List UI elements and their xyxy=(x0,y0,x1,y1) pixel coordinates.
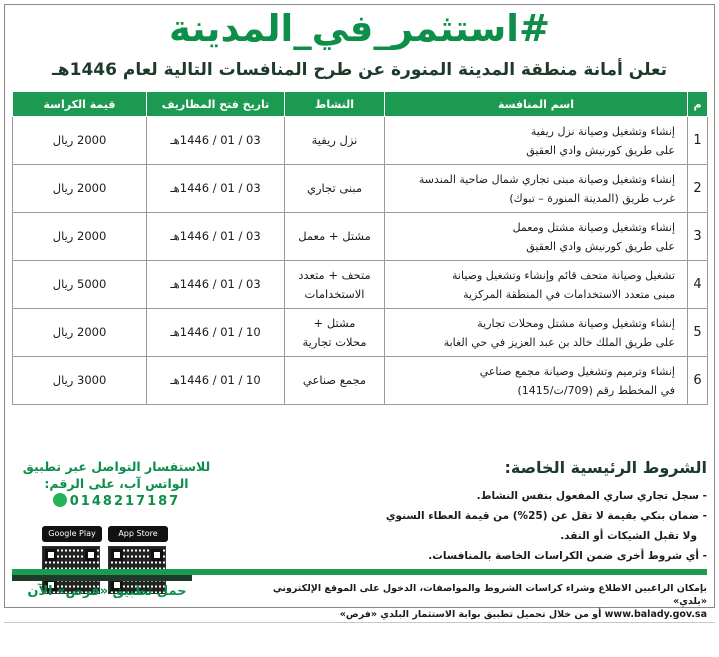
row-name: إنشاء وترميم وتشغيل وصيانة مجمع صناعي في المخطط رقم (709/ت/1415) xyxy=(385,357,688,405)
table-row xyxy=(13,357,708,405)
row-num: 5 xyxy=(688,309,708,357)
row-price: 2000 ريال xyxy=(13,117,147,165)
row-num: 2 xyxy=(688,165,708,213)
row-name: إنشاء وتشغيل وصيانة نزل ريفية على طريق كورنيش وادي العقيق xyxy=(385,117,688,165)
row-date: 03 / 01 / 1446هـ xyxy=(147,261,285,309)
row-num: 3 xyxy=(688,213,708,261)
list-item: - أي شروط أخرى ضمن الكراسات الخاصة بالمنافسات. xyxy=(428,550,707,562)
row-activity: نزل ريفية xyxy=(285,117,385,165)
table-header-row xyxy=(13,92,708,117)
row-activity: متحف + متعدد الاستخدامات xyxy=(285,261,385,309)
contact-line-1: للاستفسار التواصل عبر تطبيق xyxy=(22,459,211,474)
header-num: م xyxy=(688,92,708,117)
competitions-table xyxy=(12,91,708,405)
row-price: 5000 ريال xyxy=(13,261,147,309)
table-row xyxy=(13,309,708,357)
row-activity: مبنى تجاري xyxy=(285,165,385,213)
footer-line-2: www.balady.gov.sa أو من خلال تحميل تطبيق بوابة الاستثمار البلدي «فرص» xyxy=(339,609,707,620)
table-row xyxy=(13,261,708,309)
hashtag-title: #استثمر_في_المدينة xyxy=(169,7,550,50)
row-activity: مجمع صناعي xyxy=(285,357,385,405)
row-name: إنشاء وتشغيل وصيانة مشتل ومعمل على طريق كورنيش وادي العقيق xyxy=(385,213,688,261)
row-date: 10 / 01 / 1446هـ xyxy=(147,309,285,357)
terms-list xyxy=(277,486,707,566)
list-item: - ضمان بنكي بقيمة لا تقل عن (25%) من قيمة العطاء السنوي xyxy=(385,510,707,522)
terms-title: الشروط الرئيسية الخاصة: xyxy=(504,458,707,477)
footer-text xyxy=(237,582,707,621)
row-price: 2000 ريال xyxy=(13,213,147,261)
app-store-badge[interactable]: App Store xyxy=(108,526,168,542)
divider-bar-accent xyxy=(12,575,192,581)
table-row xyxy=(13,165,708,213)
google-play-badge[interactable]: Google Play xyxy=(42,526,102,542)
header-price: قيمة الكراسة xyxy=(13,92,147,117)
table-row xyxy=(13,117,708,165)
row-price: 3000 ريال xyxy=(13,357,147,405)
row-name: إنشاء وتشغيل وصيانة مبنى تجاري شمال ضاحية المندسة غرب طريق (المدينة المنورة – تبوك) xyxy=(385,165,688,213)
list-item: - سجل تجاري ساري المفعول بنفس النشاط. xyxy=(476,490,707,502)
footer-line-1: بإمكان الراغبين الاطلاع وشراء كراسات الشروط والمواصفات، الدخول على الموقع الإلكتروني «بلدي» xyxy=(272,583,707,607)
header-activity: النشاط xyxy=(285,92,385,117)
bottom-rule xyxy=(4,622,715,623)
row-price: 2000 ريال xyxy=(13,309,147,357)
whatsapp-phone[interactable]: 0148217187 xyxy=(14,492,219,511)
row-price: 2000 ريال xyxy=(13,165,147,213)
whatsapp-icon xyxy=(53,493,67,507)
row-activity: مشتل + محلات تجارية xyxy=(285,309,385,357)
row-num: 1 xyxy=(688,117,708,165)
row-num: 6 xyxy=(688,357,708,405)
contact-box xyxy=(14,458,219,511)
row-activity: مشتل + معمل xyxy=(285,213,385,261)
row-date: 03 / 01 / 1446هـ xyxy=(147,213,285,261)
row-date: 03 / 01 / 1446هـ xyxy=(147,165,285,213)
app-download-call[interactable]: حمل تطبيق «فرص» الآن xyxy=(27,584,187,599)
table-row xyxy=(13,213,708,261)
row-name: تشغيل وصيانة متحف قائم وإنشاء وتشغيل وصيانة مبنى متعدد الاستخدامات في المنطقة المركزية xyxy=(385,261,688,309)
announcement-subtitle: تعلن أمانة منطقة المدينة المنورة عن طرح المنافسات التالية لعام 1446هـ xyxy=(52,60,667,80)
row-date: 03 / 01 / 1446هـ xyxy=(147,117,285,165)
row-date: 10 / 01 / 1446هـ xyxy=(147,357,285,405)
header-date: تاريخ فتح المظاريف xyxy=(147,92,285,117)
contact-line-2: الواتس آب، على الرقم: xyxy=(44,476,189,491)
list-item: ولا تقبل الشيكات أو النقد. xyxy=(560,530,697,542)
row-name: إنشاء وتشغيل وصيانة مشتل ومحلات تجارية على طريق الملك خالد بن عبد العزيز في حي الغابة xyxy=(385,309,688,357)
row-num: 4 xyxy=(688,261,708,309)
header-name: اسم المنافسة xyxy=(385,92,688,117)
